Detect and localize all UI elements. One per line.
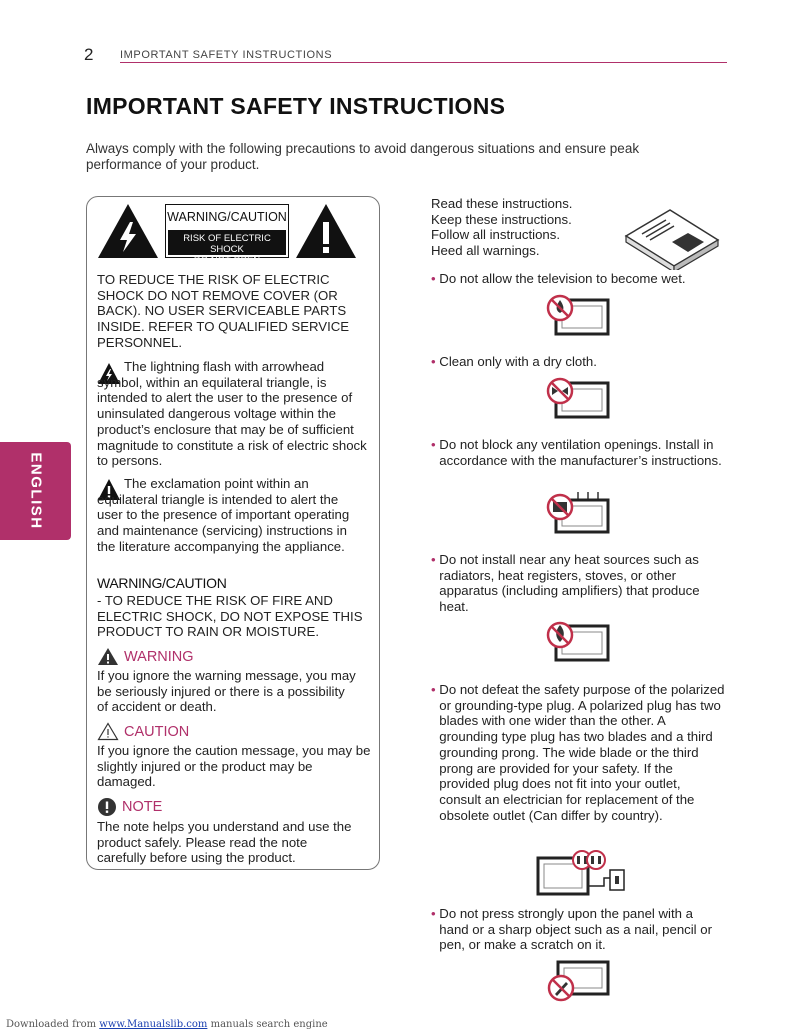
lightning-text: The lightning flash with arrowhead symbol, within an equilateral triangle, is intended to alert the user to the presence of uninsulated dangerous voltage within the product’s enclosure that may be of sufficient magnitude to constitute a risk of electric shock to persons. [97,359,367,469]
wc-heading: WARNING/CAUTION [97,575,227,591]
tv-no-block-vents-icon [546,490,612,536]
safety-item-text: Clean only with a dry cloth. [439,354,597,369]
safety-item [431,906,727,953]
read-line: Follow all instructions. [431,227,560,243]
read-instructions [431,196,601,259]
read-line: Keep these instructions. [431,211,572,227]
safety-item-text: Do not block any ventilation openings. Install in accordance with the manufacturer’s instructions. [439,437,722,468]
safety-item-text: Do not allow the television to become wet. [439,271,686,286]
tv-no-heat-icon [546,620,612,666]
read-line: Read these instructions. [431,196,573,211]
bullet-icon: • [431,682,436,697]
risk-text: TO REDUCE THE RISK OF ELECTRIC SHOCK DO NOT REMOVE COVER (OR BACK). NO USER SERVICEABLE PARTS INSIDE. REFER TO QUALIFIED SERVICE PERSONNEL. [97,272,350,350]
manual-book-icon [622,206,722,270]
warning-text: If you ignore the warning message, you may be seriously injured or there is a possibility of accident or death. [97,668,356,715]
intro-paragraph: Always comply with the following precautions to avoid dangerous situations and ensure peak performance of your product. [86,141,640,172]
warning-label: WARNING [124,649,194,665]
read-line: Heed all warnings. [431,243,540,259]
bullet-icon: • [431,906,436,921]
safety-item-text: Do not install near any heat sources such as radiators, heat registers, stoves, or other apparatus (including amplifiers) that produce heat. [439,552,700,615]
safety-item-text: Do not press strongly upon the panel with a hand or a sharp object such as a nail, pencil or pen, or make a scratch on it. [439,906,713,953]
language-tab-label: ENGLISH [27,452,45,530]
footer-suffix: manuals search engine [207,1019,328,1030]
bullet-icon: • [431,552,436,567]
download-footer [6,1019,328,1030]
tv-no-press-icon [546,958,612,1004]
safety-item [431,271,727,287]
warning-icon [97,647,119,666]
tv-no-water-icon [546,294,612,340]
caution-label: CAUTION [124,724,190,740]
exclamation-triangle-icon [294,202,358,260]
safety-item [431,682,727,823]
bullet-icon: • [431,354,436,369]
language-tab [0,442,71,540]
note-text: The note helps you understand and use the product safely. Please read the note carefully before using the product. [97,819,352,866]
tv-no-wet-cloth-icon [546,377,612,423]
header-rule [120,62,727,63]
tv-grounding-plug-icon [534,850,630,898]
note-icon [97,797,117,817]
warning-label-sub2: DO NOT OPEN [193,255,261,266]
bullet-icon: • [431,271,436,286]
safety-item [431,437,727,468]
page-title: IMPORTANT SAFETY INSTRUCTIONS [86,93,506,119]
wc-text: - TO REDUCE THE RISK OF FIRE AND ELECTRIC SHOCK, DO NOT EXPOSE THIS PRODUCT TO RAIN OR MOISTURE. [97,593,363,640]
footer-prefix: Downloaded from [6,1019,100,1030]
note-label: NOTE [122,799,163,815]
footer-link[interactable]: www.Manualslib.com [99,1019,208,1030]
safety-item-text: Do not defeat the safety purpose of the polarized or grounding-type plug. A polarized plug has two blades with one wider than the other. A grounding type plug has two blades and a third grounding prong. The wide blade or the third prong are provided for your safety. If the provided plug does not fit into your outlet, consult an electrician for replacement of the obsolete outlet (Can differ by country). [439,682,725,823]
safety-item [431,552,727,615]
caution-text: If you ignore the caution message, you may be slightly injured or the product may be damaged. [97,743,371,790]
caution-icon [97,722,119,741]
page-number: 2 [84,45,94,64]
exclamation-text: The exclamation point within an equilateral triangle is intended to alert the user to the presence of important operating and maintenance (servicing) instructions in the literature accompanying the appliance. [97,476,350,554]
running-header: IMPORTANT SAFETY INSTRUCTIONS [120,49,333,61]
bullet-icon: • [431,437,436,452]
warning-label-sub1: RISK OF ELECTRIC SHOCK [183,233,271,255]
warning-label-title: WARNING/CAUTION [167,210,287,224]
safety-item [431,354,727,370]
lightning-triangle-icon [96,202,160,260]
warning-label-box [165,204,289,266]
